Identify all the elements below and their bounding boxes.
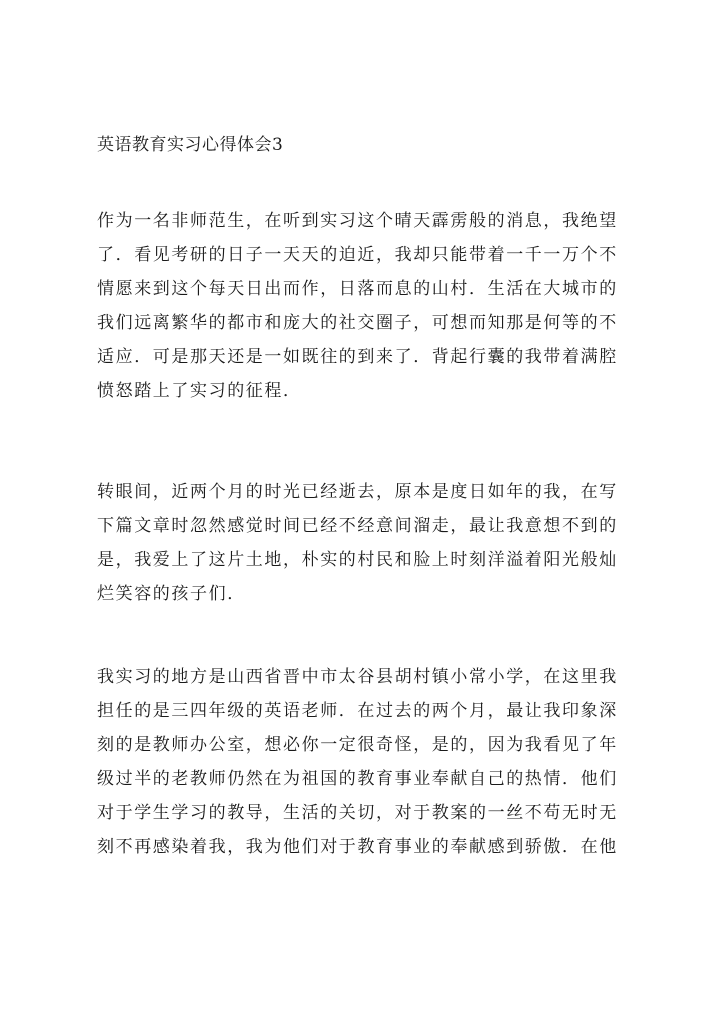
paragraph-line: 刻的是教师办公室，想必你一定很奇怪，是的，因为我看见了年 (97, 735, 618, 755)
paragraph-line: 担任的是三四年级的英语老师．在过去的两个月，最让我印象深 (97, 701, 618, 721)
paragraph-line: 转眼间，近两个月的时光已经逝去，原本是度日如年的我，在写 (97, 482, 618, 502)
paragraph-line: 我实习的地方是山西省晋中市太谷县胡村镇小常小学，在这里我 (97, 667, 618, 687)
paragraph-line: 愤怒踏上了实习的征程． (97, 381, 302, 401)
paragraph-2 (97, 475, 635, 611)
paragraph-1 (97, 204, 635, 408)
paragraph-line: 适应．可是那天还是一如既往的到来了．背起行囊的我带着满腔 (97, 347, 618, 367)
paragraph-line: 是，我爱上了这片土地，朴实的村民和脸上时刻洋溢着阳光般灿 (97, 550, 618, 570)
paragraph-line: 下篇文章时忽然感觉时间已经不经意间溜走，最让我意想不到的 (97, 516, 618, 536)
paragraph-3 (97, 660, 635, 864)
paragraph-line: 我们远离繁华的都市和庞大的社交圈子，可想而知那是何等的不 (97, 313, 618, 333)
paragraph-line: 了．看见考研的日子一天天的迫近，我却只能带着一千一万个不 (97, 245, 618, 265)
paragraph-line: 刻不再感染着我，我为他们对于教育事业的奉献感到骄傲．在他 (97, 837, 618, 857)
paragraph-line: 对于学生学习的教导，生活的关切，对于教案的一丝不苟无时无 (97, 803, 618, 823)
paragraph-line: 情愿来到这个每天日出而作，日落而息的山村．生活在大城市的 (97, 279, 618, 299)
paragraph-line: 级过半的老教师仍然在为祖国的教育事业奉献自己的热情．他们 (97, 769, 618, 789)
paragraph-line: 作为一名非师范生，在听到实习这个晴天霹雳般的消息，我绝望 (97, 211, 618, 231)
paragraph-line: 烂笑容的孩子们． (97, 584, 246, 604)
document-title: 英语教育实习心得体会3 (97, 135, 284, 155)
